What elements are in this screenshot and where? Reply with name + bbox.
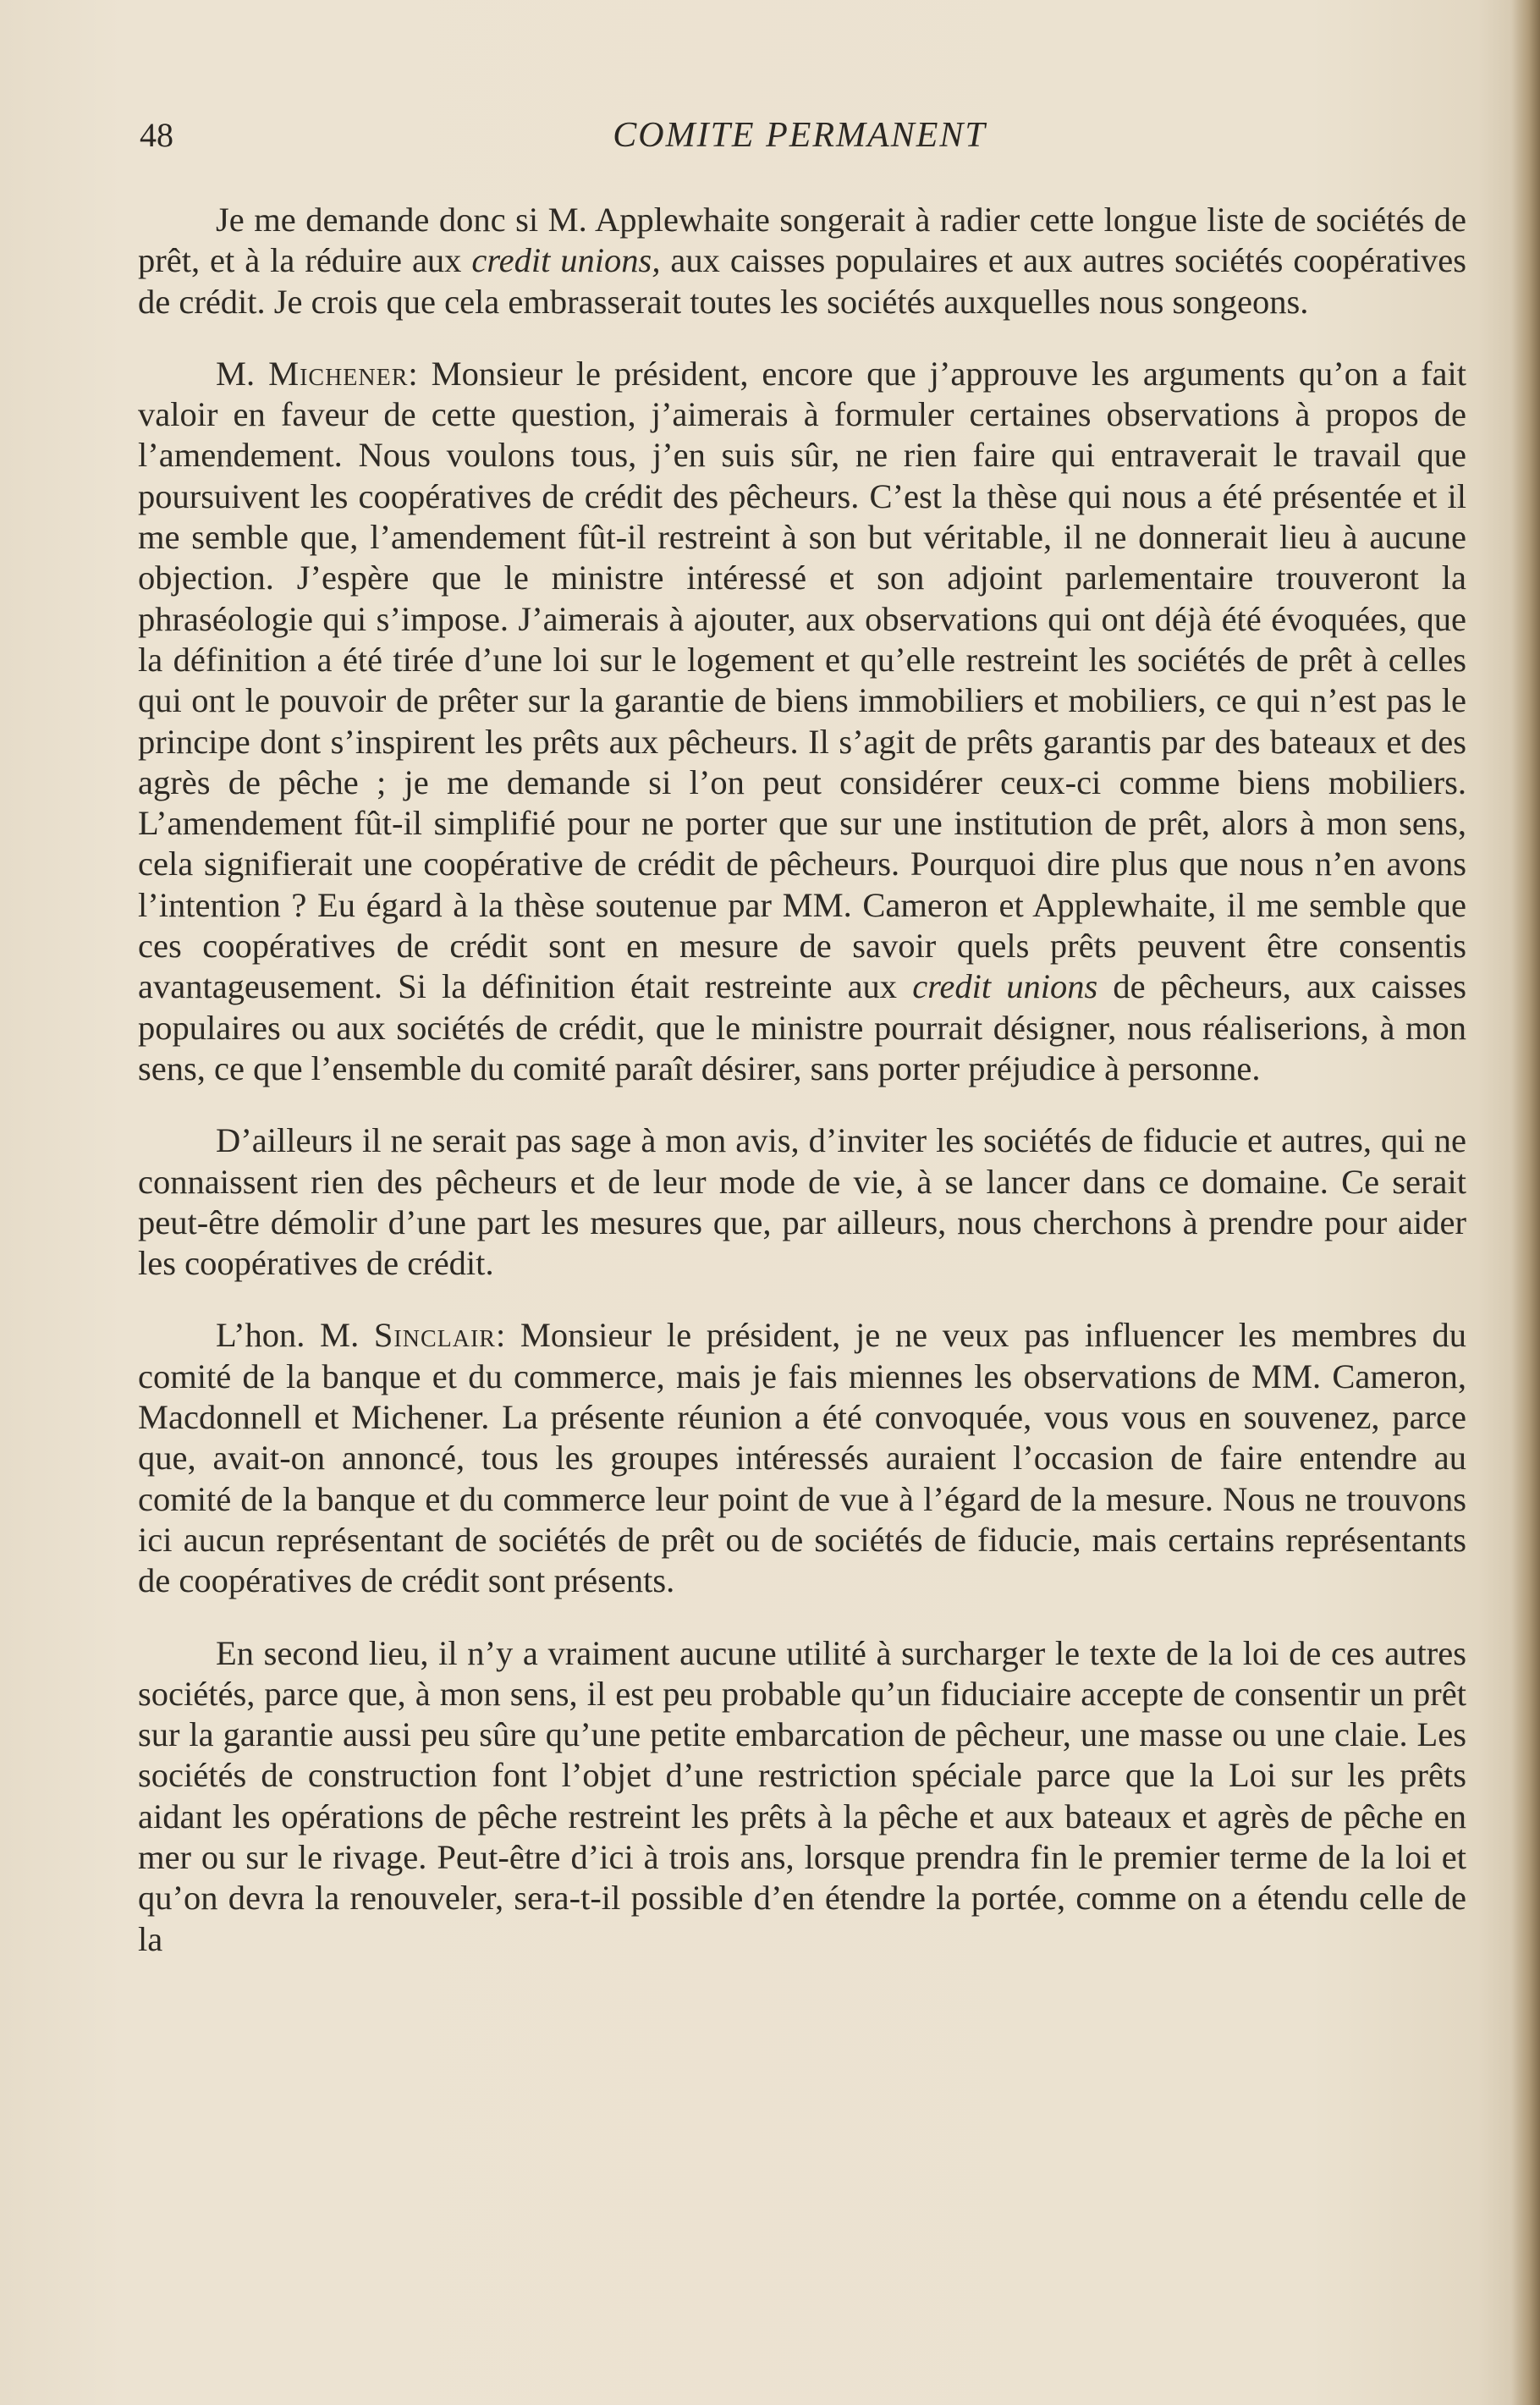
- page-edge-shadow: [1511, 0, 1540, 2405]
- text-segment: aux caisses populaires et aux autres sociétés coopératives de crédit. Je crois que cela embrasserait toutes les sociétés auxquelles nous songeons.: [138, 241, 1466, 321]
- text-segment: M.: [216, 354, 269, 393]
- paragraph-5: [138, 1633, 1466, 1960]
- paragraph-4: [138, 1315, 1466, 1601]
- speaker-name: Sinclair: [373, 1316, 496, 1355]
- italic-term: credit unions,: [471, 241, 661, 280]
- page-header: [140, 108, 1460, 168]
- text-segment: : Monsieur le président, encore que j’approuve les arguments qu’on a fait valoir en faveur de cette question, j’aimerais à formuler certaines observations à propos de l’amendement. Nous voulons tous, j’en suis sûr, ne rien faire qui entraverait le travail que poursuivent les coopératives de crédit des pêcheurs. C’est la thèse qui nous a été présentée et il me semble que, l’amendement fût-il restreint à son but véritable, il ne donnerait lieu à aucune objection. J’espère que le ministre intéressé et son adjoint parlementaire trouveront la phraséologie qui s’impose. J’aimerais à ajouter, aux observations qui ont déjà été évoquées, que la définition a été tirée d’une loi sur le logement et qu’elle restreint les sociétés de prêt à celles qui ont le pouvoir de prêter sur la garantie de biens immobiliers et mobiliers, ce qui n’est pas le principe dont s’inspirent les prêts aux pêcheurs. Il s’agit de prêts garantis par des bateaux et des agrès de pêche ; je me demande si l’on peut considérer ceux-ci comme biens mobiliers. L’amendement fût-il simplifié pour ne porter que sur une institution de prêt, alors à mon sens, cela signifierait une coopérative de crédit de pêcheurs. Pourquoi dire plus que nous n’en avons l’intention ? Eu égard à la thèse soutenue par MM. Cameron et Applewhaite, il me semble que ces coopératives de crédit sont en mesure de savoir quels prêts peuvent être consentis avantageusement. Si la définition était restreinte aux: [138, 354, 1466, 1006]
- paragraph-2: [138, 354, 1466, 1089]
- body-text: [138, 200, 1466, 1991]
- paragraph-3: [138, 1120, 1466, 1284]
- text-segment: D’ailleurs il ne serait pas sage à mon avis, d’inviter les sociétés de fiducie et autres, qui ne connaissent rien des pêcheurs et de leur mode de vie, à se lancer dans ce domaine. Ce serait peut-être démolir d’une part les mesures que, par ailleurs, nous cherchons à prendre pour aider les coopératives de crédit.: [138, 1121, 1466, 1283]
- speaker-name: Michener: [268, 354, 409, 393]
- page-number: 48: [140, 116, 173, 154]
- text-segment: L’hon. M.: [216, 1316, 374, 1355]
- text-segment: de pêcheurs, aux caisses populaires ou aux sociétés de crédit, que le ministre pourrait désigner, nous réaliserions, à mon sens, ce que l’ensemble du comité paraît désirer, sans porter préjudice à personne.: [138, 967, 1467, 1087]
- italic-term: credit unions: [912, 967, 1098, 1006]
- text-segment: En second lieu, il n’y a vraiment aucune utilité à surcharger le texte de la loi de ces autres sociétés, parce que, à mon sens, il est peu probable qu’un fiduciaire accepte de consentir un prêt sur la garantie aussi peu sûre qu’une petite embarcation de pêcheur, une masse ou une claie. Les sociétés de construction font l’objet d’une restriction spéciale parce que la Loi sur les prêts aidant les opérations de pêche restreint les prêts à la pêche et aux bateaux et agrès de pêche en mer ou sur le rivage. Peut-être d’ici à trois ans, lorsque prendra fin le premier terme de la loi et qu’on devra la renouveler, sera-t-il possible d’en étendre la portée, comme on a étendu celle de la: [138, 1633, 1466, 1958]
- running-head: COMITE PERMANENT: [613, 116, 987, 155]
- text-segment: : Monsieur le président, je ne veux pas influencer les membres du comité de la banque et du commerce, mais je fais miennes les observations de MM. Cameron, Macdonnell et Michener. La présente réunion a été convoquée, vous vous en souvenez, parce que, avait-on annoncé, tous les groupes intéressés auraient l’occasion de faire entendre au comité de la banque et du commerce leur point de vue à l’égard de la mesure. Nous ne trouvons ici aucun représentant de sociétés de prêt ou de sociétés de fiducie, mais certains représentants de coopératives de crédit sont présents.: [138, 1316, 1466, 1600]
- text-segment: Je me demande donc si M. Applewhaite songerait à radier cette longue liste de sociétés de prêt, et à la réduire aux: [138, 201, 1466, 280]
- paragraph-1: [138, 200, 1466, 322]
